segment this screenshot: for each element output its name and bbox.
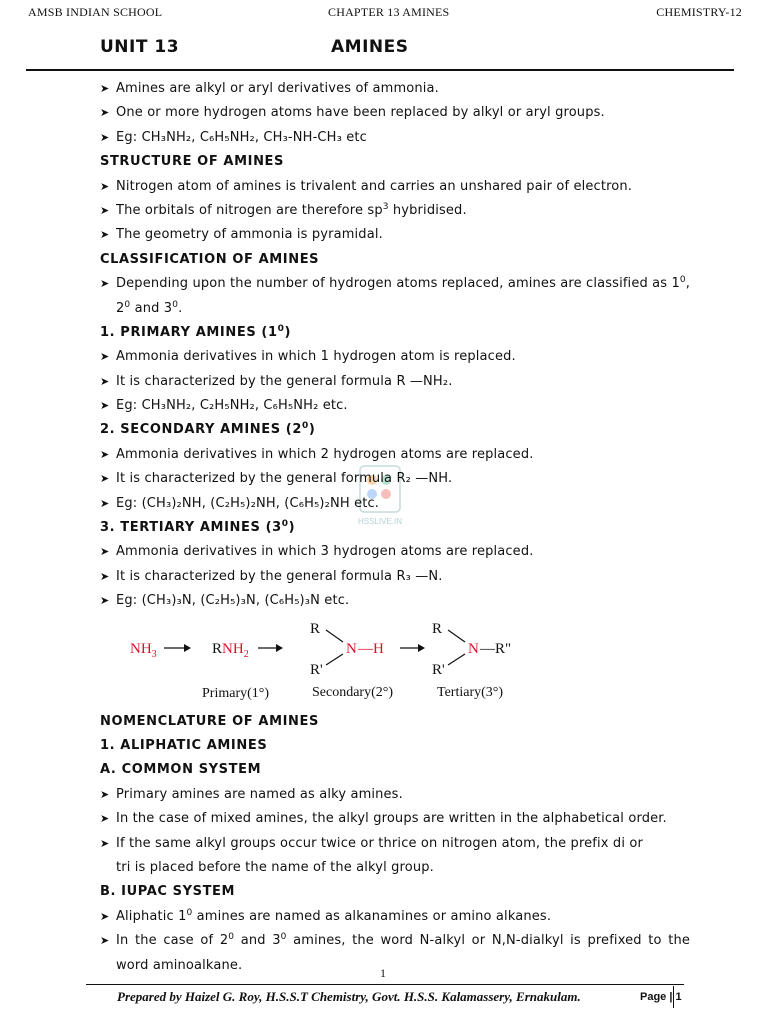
structure-bullet-3: ➤ The geometry of ammonia is pyramidal. [100, 225, 690, 249]
intro-bullet-2: ➤ One or more hydrogen atoms have been replaced by alkyl or aryl groups. [100, 103, 690, 127]
common-bullet-1: ➤ Primary amines are named as alky amines. [100, 785, 690, 809]
header-subject: CHEMISTRY-12 [656, 5, 742, 19]
aliphatic-heading: 1. ALIPHATIC AMINES [100, 737, 268, 753]
watermark-text: HSSLIVE.IN [357, 517, 403, 526]
iupac-bullet-2: ➤ In the case of $2^0$ and $3^0$ amines, the word N-alkyl or N,N-dialkyl is prefixed to the [100, 931, 690, 955]
amine-classification-diagram [100, 619, 690, 712]
classification-bullet-1: ➤ Depending upon the number of hydrogen atoms replaced, amines are classified as $1^0$, [100, 274, 690, 298]
iupac-bullet-2-cont: word aminoalkane. [116, 957, 243, 973]
primary-amine-formula: $RNH_2$ [212, 640, 249, 660]
footer-prepared-by: Prepared by Haizel G. Roy, H.S.S.T Chemistry, Govt. H.S.S. Kalamassery, Ernakulam. [117, 989, 581, 1004]
primary-bullet-1: ➤ Ammonia derivatives in which 1 hydrogen atom is replaced. [100, 347, 690, 371]
common-system-heading: A. COMMON SYSTEM [100, 762, 262, 778]
secondary-n: N [346, 640, 357, 657]
footer-rule [86, 984, 684, 985]
primary-bullet-2: ➤ It is characterized by the general formula R —NH₂. [100, 372, 690, 396]
arrow-1-head [184, 644, 191, 652]
bond-rprime-n-2 [448, 654, 465, 665]
unit-label: UNIT 13 [100, 37, 180, 57]
bond-r-n-2 [448, 630, 465, 642]
tertiary-r-prime: R' [432, 661, 445, 678]
tertiary-bullet-3: ➤ Eg: (CH₃)₃N, (C₂H₅)₃N, (C₆H₅)₃N etc. [100, 591, 690, 615]
tertiary-n: N [468, 640, 479, 657]
secondary-bullet-1: ➤ Ammonia derivatives in which 2 hydrogen atoms are replaced. [100, 445, 690, 469]
page-number: 1 [380, 966, 386, 980]
secondary-bullet-2: ➤ It is characterized by the general formula R₂ —NH. [100, 469, 690, 493]
intro-bullet-3: ➤ Eg: CH₃NH₂, C₆H₅NH₂, CH₃-NH-CH₃ etc [100, 128, 690, 152]
header-rule [26, 69, 734, 71]
header-chapter: CHAPTER 13 AMINES [328, 5, 450, 19]
intro-bullet-1: ➤ Amines are alkyl or aryl derivatives of ammonia. [100, 79, 690, 103]
primary-heading: 1. PRIMARY AMINES $(1^0)$ [100, 323, 292, 340]
amine-diagram-svg [100, 619, 540, 712]
bond-rprime-n [326, 654, 343, 665]
page-content [100, 79, 690, 980]
tertiary-heading: 3. TERTIARY AMINES $(3^0)$ [100, 519, 296, 536]
tertiary-dash-r2: —R" [480, 640, 512, 657]
iupac-system-heading: B. IUPAC SYSTEM [100, 884, 236, 900]
secondary-r: R [310, 620, 321, 637]
header-school: AMSB INDIAN SCHOOL [28, 5, 163, 19]
classification-heading: CLASSIFICATION OF AMINES [100, 251, 320, 267]
common-bullet-3: ➤ If the same alkyl groups occur twice or thrice on nitrogen atom, the prefix di or [100, 834, 690, 858]
common-bullet-2: ➤ In the case of mixed amines, the alkyl groups are written in the alphabetical order. [100, 809, 690, 833]
tertiary-r: R [432, 620, 443, 637]
ammonia-formula: $NH_3$ [130, 640, 157, 660]
common-bullet-3-cont: tri is placed before the name of the alkyl group. [116, 859, 434, 875]
secondary-heading: 2. SECONDARY AMINES $(2^0)$ [100, 421, 316, 438]
structure-bullet-2: ➤ The orbitals of nitrogen are therefore $sp^3$ hybridised. [100, 201, 690, 225]
structure-bullet-1: ➤ Nitrogen atom of amines is trivalent and carries an unshared pair of electron. [100, 177, 690, 201]
nomenclature-heading: NOMENCLATURE OF AMINES [100, 713, 319, 729]
classification-bullet-1-cont: $2^0$ and $3^0$. [116, 299, 183, 316]
iupac-bullet-1: ➤ Aliphatic $1^0$ amines are named as alkanamines or amino alkanes. [100, 907, 690, 931]
secondary-dash-h: —H [358, 640, 384, 657]
tertiary-bullet-2: ➤ It is characterized by the general formula R₃ —N. [100, 567, 690, 591]
structure-heading: STRUCTURE OF AMINES [100, 154, 284, 170]
tertiary-bullet-1: ➤ Ammonia derivatives in which 3 hydrogen atoms are replaced. [100, 542, 690, 566]
label-secondary: Secondary(2°) [312, 684, 394, 700]
primary-bullet-3: ➤ Eg: CH₃NH₂, C₂H₅NH₂, C₆H₅NH₂ etc. [100, 396, 690, 420]
arrow-2-head [276, 644, 283, 652]
arrow-3-head [418, 644, 425, 652]
secondary-bullet-3: ➤ Eg: (CH₃)₂NH, (C₂H₅)₂NH, (C₆H₅)₂NH etc. [100, 494, 690, 518]
secondary-r-prime: R' [310, 661, 323, 678]
label-primary: Primary(1°) [202, 685, 270, 701]
label-tertiary: Tertiary(3°) [437, 684, 504, 700]
bond-r-n [326, 630, 343, 642]
unit-name: AMINES [331, 37, 409, 57]
footer-page-label: Page | 1 [640, 991, 682, 1003]
